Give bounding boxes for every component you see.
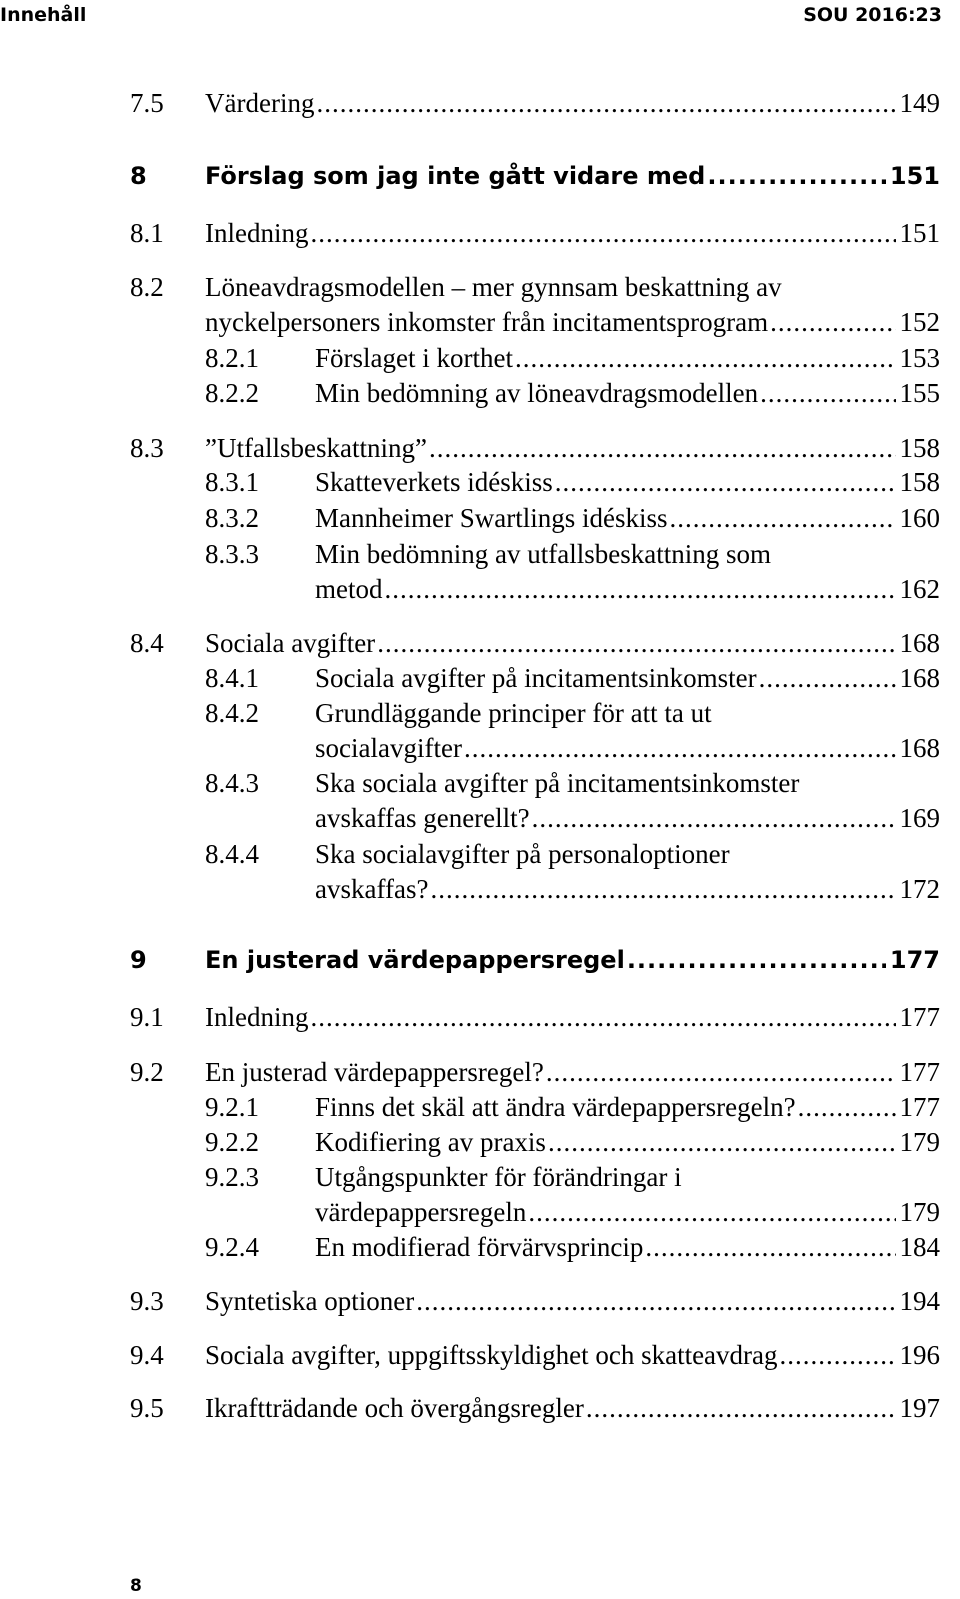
toc-entry-page: 194 [899, 1286, 940, 1316]
toc-entry-title: Värdering [205, 88, 315, 118]
dot-leader [429, 433, 896, 464]
toc-entry-number: 8.3.3 [205, 539, 259, 569]
dot-leader [760, 378, 895, 409]
toc-entry-number: 9.2.4 [205, 1232, 259, 1262]
toc-entry-number: 8.2.2 [205, 378, 259, 408]
dot-leader [780, 1340, 896, 1371]
toc-entry-title: metod [315, 574, 383, 604]
toc-entry-title: Syntetiska optioner [205, 1286, 415, 1316]
toc-entry-title: En modifierad förvärvsprincip [315, 1232, 644, 1262]
toc-entry-title: Ikraftträdande och övergångsregler [205, 1393, 584, 1423]
dot-leader [377, 628, 895, 659]
toc-entry-title: Ska sociala avgifter på incitamentsinkomster [315, 768, 800, 798]
toc-entry-title: Mannheimer Swartlings idéskiss [315, 503, 668, 533]
toc-entry-page: 177 [899, 1002, 940, 1032]
dot-leader [416, 1286, 895, 1317]
toc-entry-number: 8.1 [130, 218, 164, 248]
toc-entry-number: 9.1 [130, 1002, 164, 1032]
toc-entry-number: 8.3 [130, 433, 164, 463]
toc-entry-page: 160 [899, 503, 940, 533]
page-number: 8 [130, 1576, 142, 1596]
toc-entry-number: 8.3.1 [205, 467, 259, 497]
dot-leader [770, 307, 895, 338]
toc-entry-page: 149 [899, 88, 940, 118]
toc-entry-title: avskaffas generellt? [315, 803, 530, 833]
toc-entry-number: 8.4.2 [205, 698, 259, 728]
toc-entry-title: Inledning [205, 1002, 309, 1032]
toc-entry-page: 168 [899, 663, 940, 693]
dot-leader [707, 162, 886, 190]
dot-leader [316, 88, 895, 119]
toc-entry-page: 158 [899, 467, 940, 497]
toc-entry-title: ”Utfallsbeskattning” [205, 433, 427, 463]
toc-entry-page: 151 [899, 218, 940, 248]
toc-entry-number: 9.2.3 [205, 1162, 259, 1192]
toc-entry-title: socialavgifter [315, 733, 462, 763]
toc-entry-title: Grundläggande principer för att ta ut [315, 698, 712, 728]
toc-entry-page: 155 [899, 378, 940, 408]
toc-entry-title: Min bedömning av löneavdragsmodellen [315, 378, 759, 408]
dot-leader [532, 803, 896, 834]
toc-entry-title: Skatteverkets idéskiss [315, 467, 553, 497]
toc-entry-number: 9.2.1 [205, 1092, 259, 1122]
toc-entry-title: Finns det skäl att ändra värdepappersregeln? [315, 1092, 796, 1122]
running-header-report-id: SOU 2016:23 [803, 4, 942, 26]
toc-entry-page: 158 [899, 433, 940, 463]
toc-entry-number: 8.4 [130, 628, 164, 658]
toc-entry-title: Förslaget i korthet [315, 343, 513, 373]
toc-entry-number: 8.4.1 [205, 663, 259, 693]
toc-entry-number: 8.2.1 [205, 343, 259, 373]
toc-entry-number: 8.3.2 [205, 503, 259, 533]
toc-entry-title: Förslag som jag inte gått vidare med [205, 162, 706, 190]
toc-entry-number: 9.3 [130, 1286, 164, 1316]
running-header-section: Innehåll [0, 4, 87, 26]
toc-entry-number: 7.5 [130, 88, 164, 118]
dot-leader [586, 1393, 896, 1424]
toc-entry-page: 153 [899, 343, 940, 373]
toc-entry-page: 168 [899, 733, 940, 763]
toc-entry-page: 169 [899, 803, 940, 833]
dot-leader [548, 1127, 896, 1158]
dot-leader [430, 874, 895, 905]
toc-entry-page: 177 [899, 1092, 940, 1122]
toc-entry-title: Sociala avgifter [205, 628, 376, 658]
dot-leader [555, 467, 896, 498]
toc-entry-page: 196 [899, 1340, 940, 1370]
dot-leader [798, 1092, 896, 1123]
dot-leader [669, 503, 895, 534]
dot-leader [464, 733, 896, 764]
toc-entry-title: Sociala avgifter, uppgiftsskyldighet och skatteavdrag [205, 1340, 778, 1370]
dot-leader [385, 574, 896, 605]
dot-leader [645, 1232, 895, 1263]
toc-entry-title: avskaffas? [315, 874, 429, 904]
toc-entry-page: 168 [899, 628, 940, 658]
toc-entry-number: 8.2 [130, 272, 164, 302]
toc-entry-title: nyckelpersoners inkomster från incitamentsprogram [205, 307, 769, 337]
toc-entry-page: 184 [899, 1232, 940, 1262]
toc-entry-number: 8.4.4 [205, 839, 259, 869]
toc-entry-number: 9 [130, 946, 147, 974]
toc-entry-page: 179 [899, 1127, 940, 1157]
toc-entry-title: Min bedömning av utfallsbeskattning som [315, 539, 771, 569]
dot-leader [759, 663, 896, 694]
toc-entry-title: Ska socialavgifter på personaloptioner [315, 839, 730, 869]
dot-leader [310, 218, 895, 249]
toc-entry-number: 9.2.2 [205, 1127, 259, 1157]
toc-entry-page: 162 [899, 574, 940, 604]
toc-entry-page: 179 [899, 1197, 940, 1227]
toc-entry-title: värdepappersregeln [315, 1197, 527, 1227]
dot-leader [528, 1197, 895, 1228]
toc-entry-page: 172 [899, 874, 940, 904]
dot-leader [546, 1057, 896, 1088]
dot-leader [310, 1002, 895, 1033]
toc-entry-number: 9.5 [130, 1393, 164, 1423]
toc-entry-number: 9.4 [130, 1340, 164, 1370]
toc-entry-number: 9.2 [130, 1057, 164, 1087]
toc-entry-title: En justerad värdepappersregel [205, 946, 625, 974]
toc-entry-title: En justerad värdepappersregel? [205, 1057, 544, 1087]
toc-entry-page: 177 [889, 946, 940, 974]
toc-entry-number: 8.4.3 [205, 768, 259, 798]
toc-entry-page: 152 [899, 307, 940, 337]
toc-entry-title: Inledning [205, 218, 309, 248]
toc-entry-title: Löneavdragsmodellen – mer gynnsam beskattning av [205, 272, 782, 302]
toc-entry-page: 197 [899, 1393, 940, 1423]
toc-entry-title: Kodifiering av praxis [315, 1127, 546, 1157]
toc-entry-title: Utgångspunkter för förändringar i [315, 1162, 682, 1192]
toc-entry-number: 8 [130, 162, 147, 190]
toc-entry-title: Sociala avgifter på incitamentsinkomster [315, 663, 757, 693]
dot-leader [515, 343, 896, 374]
dot-leader [627, 946, 886, 974]
toc-entry-page: 177 [899, 1057, 940, 1087]
toc-entry-page: 151 [889, 162, 940, 190]
